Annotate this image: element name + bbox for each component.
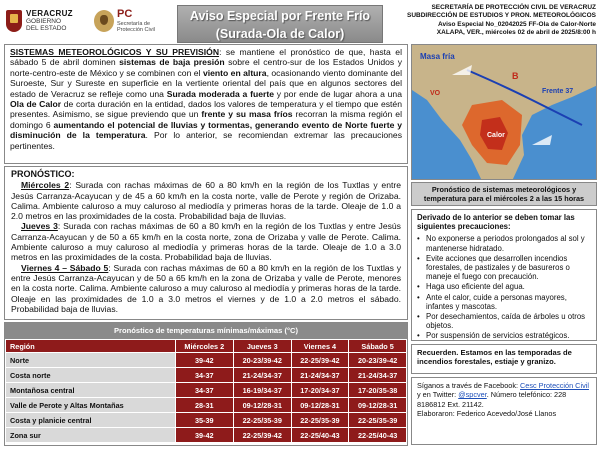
reminder-note: Recuerden. Estamos en las temporadas de incendios forestales, estiaje y granizo. bbox=[411, 344, 597, 374]
map-caption: Pronóstico de sistemas meteorológicos y temperatura para el miércoles 2 a las 15 horas bbox=[411, 182, 597, 206]
synopsis-text: de corta duración en la entidad, dados los valores de temperatura y el tiempo que estén presentes. Asimismo, se sigue previendo que un bbox=[10, 99, 402, 120]
table-row bbox=[6, 428, 407, 443]
veracruz-logo bbox=[6, 8, 86, 42]
region-cell: Norte bbox=[6, 353, 176, 368]
map-label-masa-fria: Masa fría bbox=[420, 52, 455, 61]
temp-cell: 34-37 bbox=[175, 383, 233, 398]
agency-line1: SECRETARÍA DE PROTECCIÓN CIVIL DE VERACRUZ bbox=[431, 4, 596, 11]
proteccion-civil-logo bbox=[94, 8, 174, 42]
precaution-item: • Haga uso eficiente del agua. bbox=[417, 282, 591, 291]
precautions-list bbox=[417, 234, 591, 340]
forecast-day-text: : Surada con rachas máximas de 60 a 80 km/h en la región de los Tuxtlas y entre Jesús Carranza-Acayucan y de 50 a 65 km/h en la costa norte, zona de Orizaba y valle de Perote. Calima. Ambiente caluroso a muy caluroso al mediodía y primeras horas de la tarde. Oleaje de 1.0 a 3.0 metros en las proximidades de la costa. Probabilidad baja de lluvias. bbox=[11, 221, 401, 263]
table-row bbox=[6, 383, 407, 398]
title-line1: Aviso Especial por Frente Frío bbox=[189, 9, 371, 23]
forecast-day-text: : Surada con rachas máximas de 60 a 80 km/h en la región de los Tuxtlas y entre Jesús Carranza-Acayucan y de 50 a 65 km/h en la zona de Orizaba y valle de Perote, menores en la costa norte. Calima. Ambiente caluroso a muy caluroso al mediodía y primeras horas de la tarde. Oleaje en las proximidades de 1.0 a 3.0 metros el viernes y de 1.0 a 2.0 metros el sábado. Probabilidad baja de lluvias. bbox=[11, 262, 401, 314]
temperature-table-section bbox=[4, 322, 408, 446]
temp-cell: 21-24/34-37 bbox=[233, 368, 291, 383]
synopsis-text: , ocasionando viento dominante del Suroeste, Sur y Sureste en superficie en la vertiente oriental del país que en algunos sectores del estado de Veracruz se refleje como una bbox=[10, 67, 402, 99]
agency-line4: XALAPA, VER., miércoles 02 de abril de 2025/8:00 h bbox=[436, 29, 596, 37]
temp-cell: 22-25/39-42 bbox=[291, 353, 349, 368]
synopsis-section bbox=[4, 44, 408, 164]
synopsis-text: y por ende de lugar ahora a una bbox=[273, 88, 402, 99]
twitter-link[interactable]: @spcver bbox=[458, 390, 487, 400]
eagle-seal-icon bbox=[94, 10, 114, 32]
forecast-day-2 bbox=[11, 221, 401, 262]
precaution-item: • No exponerse a periodos prolongados al sol y mantenerse hidratado. bbox=[417, 234, 591, 252]
temp-cell: 20-23/39-42 bbox=[233, 353, 291, 368]
synopsis-bold: aumentando el potencial de lluvias y tormentas, generando evento de Norte fuerte y disminución de la temperatura bbox=[10, 119, 402, 141]
column-header: Miércoles 2 bbox=[175, 340, 233, 353]
synopsis-heading: SISTEMAS METEOROLÓGICOS Y SU PREVISIÓN bbox=[10, 47, 220, 57]
column-header: Viernes 4 bbox=[291, 340, 349, 353]
synopsis-text: sobre el centro-sur de los Estados Unidos y norte-centro-este de México y se combinen con el bbox=[10, 57, 402, 78]
temp-cell: 09-12/28-31 bbox=[291, 398, 349, 413]
synopsis-bold: Surada moderada a fuerte bbox=[166, 88, 274, 99]
temp-cell: 35-39 bbox=[175, 413, 233, 428]
contact-authors: Elaboraron: Federico Acevedo/José Llanos bbox=[417, 409, 557, 419]
contact-phone: . Número telefónico: 228 8186812 Ext. 21142. bbox=[417, 390, 567, 409]
forecast-day-label: Miércoles 2 bbox=[21, 180, 70, 191]
temp-cell: 22-25/39-42 bbox=[233, 428, 291, 443]
veracruz-shield-icon bbox=[6, 10, 22, 32]
veracruz-logo-line1: VERACRUZ bbox=[26, 9, 73, 18]
forecast-day-label: Jueves 3 bbox=[21, 221, 58, 232]
region-cell: Valle de Perote y Altas Montañas bbox=[6, 398, 176, 413]
table-row bbox=[6, 398, 407, 413]
temp-cell: 34-37 bbox=[175, 368, 233, 383]
temp-cell: 39-42 bbox=[175, 428, 233, 443]
temp-cell: 39-42 bbox=[175, 353, 233, 368]
synopsis-bold: viento en altura bbox=[202, 67, 267, 78]
precaution-item: • Por suspensión de servicios estratégicos. bbox=[417, 331, 591, 340]
title-line2: (Surada-Ola de Calor) bbox=[215, 27, 345, 41]
synopsis-text: recorran la misma región el domingo 6 bbox=[10, 109, 402, 130]
temp-cell: 22-25/35-39 bbox=[291, 413, 349, 428]
map-label-vo: VO bbox=[430, 90, 441, 97]
forecast-day-3 bbox=[11, 263, 401, 314]
forecast-map-image bbox=[412, 45, 597, 180]
map-label-baja: B bbox=[512, 71, 519, 81]
contact-text: y en Twitter: bbox=[417, 390, 459, 400]
bulletin-title bbox=[177, 5, 383, 43]
temperature-table bbox=[5, 339, 407, 443]
table-row bbox=[6, 413, 407, 428]
forecast-day-text: : Surada con rachas máximas de 60 a 80 km/h en la región de los Tuxtlas y entre Jesús Carranza-Acayucan y de 45 a 60 km/h en la costa norte, valle de Perote y región de Orizaba. Calima. Ambiente caluroso a muy caluroso al mediodía y primeras horas de la tarde. Oleaje de 1.0 a 2.0 metros en las proximidades de la costa. Probabilidad baja de lluvias. bbox=[11, 180, 402, 222]
precaution-item: • Ante el calor, cuide a personas mayores, infantes y mascotas. bbox=[417, 293, 591, 311]
temp-cell: 22-25/40-43 bbox=[349, 428, 407, 443]
agency-line2: SUBDIRECCIÓN DE ESTUDIOS Y PRON. METEOROLÓGICOS bbox=[406, 12, 596, 20]
region-cell: Costa norte bbox=[6, 368, 176, 383]
header-logos bbox=[4, 6, 174, 44]
temp-cell: 22-25/35-39 bbox=[349, 413, 407, 428]
temp-cell: 21-24/34-37 bbox=[349, 368, 407, 383]
temp-cell: 22-25/35-39 bbox=[233, 413, 291, 428]
temp-cell: 20-23/39-42 bbox=[349, 353, 407, 368]
synopsis-text: : se mantiene el pronóstico de que, hasta el sábado 5 de abril dominen bbox=[10, 47, 402, 68]
precautions-section bbox=[411, 209, 597, 341]
temperature-table-title: Pronóstico de temperaturas mínimas/máximas (°C) bbox=[5, 323, 407, 339]
pc-logo-line2: Protección Civil bbox=[117, 27, 155, 33]
temp-cell: 28-31 bbox=[175, 398, 233, 413]
table-row bbox=[6, 368, 407, 383]
region-cell: Montañosa central bbox=[6, 383, 176, 398]
column-header: Sábado 5 bbox=[349, 340, 407, 353]
forecast-day-label: Viernes 4 – Sábado 5 bbox=[21, 262, 109, 273]
contact-section bbox=[411, 377, 597, 445]
map-label-calor: Calor bbox=[487, 132, 505, 139]
table-row bbox=[6, 353, 407, 368]
veracruz-logo-line2: GOBIERNO bbox=[26, 18, 62, 25]
column-header: Jueves 3 bbox=[233, 340, 291, 353]
facebook-link[interactable]: Cesc Protección Civil bbox=[520, 381, 589, 390]
temp-cell: 22-25/40-43 bbox=[291, 428, 349, 443]
synopsis-bold: sistemas de baja presión bbox=[119, 57, 225, 68]
veracruz-logo-line3: DEL ESTADO bbox=[26, 25, 67, 32]
synopsis-text: . Por lo anterior, se recomiendan extremar las precauciones pertinentes. bbox=[10, 130, 402, 151]
temp-cell: 17-20/35-38 bbox=[349, 383, 407, 398]
forecast-heading: PRONÓSTICO: bbox=[11, 169, 75, 179]
forecast-map bbox=[411, 44, 597, 180]
region-cell: Costa y planicie central bbox=[6, 413, 176, 428]
temp-cell: 21-24/34-37 bbox=[291, 368, 349, 383]
temp-cell: 17-20/34-37 bbox=[291, 383, 349, 398]
precaution-item: • Por desechamientos, caída de árboles u otros objetos. bbox=[417, 312, 591, 330]
forecast-section bbox=[4, 166, 408, 320]
column-header: Región bbox=[6, 340, 176, 353]
pc-abbr: PC bbox=[117, 8, 133, 20]
map-label-frente: Frente 37 bbox=[542, 88, 574, 95]
precaution-item: • Evite acciones que desarrollen incendios forestales, de pastizales y de basureros o maneje el fuego con precaución. bbox=[417, 254, 591, 282]
synopsis-bold: Ola de Calor bbox=[10, 99, 62, 110]
forecast-day-1 bbox=[11, 180, 401, 221]
pc-logo-line1: Secretaría de bbox=[117, 21, 151, 27]
synopsis-bold: frente y su masa fríos bbox=[201, 109, 293, 120]
agency-header bbox=[388, 4, 596, 38]
region-cell: Zona sur bbox=[6, 428, 176, 443]
contact-text: Síganos a través de Facebook: bbox=[417, 381, 521, 390]
precautions-heading: Derivado de lo anterior se deben tomar las siguientes precauciones: bbox=[417, 213, 575, 232]
table-header-row bbox=[6, 340, 407, 353]
temp-cell: 09-12/28-31 bbox=[233, 398, 291, 413]
temp-cell: 16-19/34-37 bbox=[233, 383, 291, 398]
agency-line3: Aviso Especial No_02042025 FF-Ola de Calor-Norte bbox=[438, 20, 596, 28]
temp-cell: 09-12/28-31 bbox=[349, 398, 407, 413]
